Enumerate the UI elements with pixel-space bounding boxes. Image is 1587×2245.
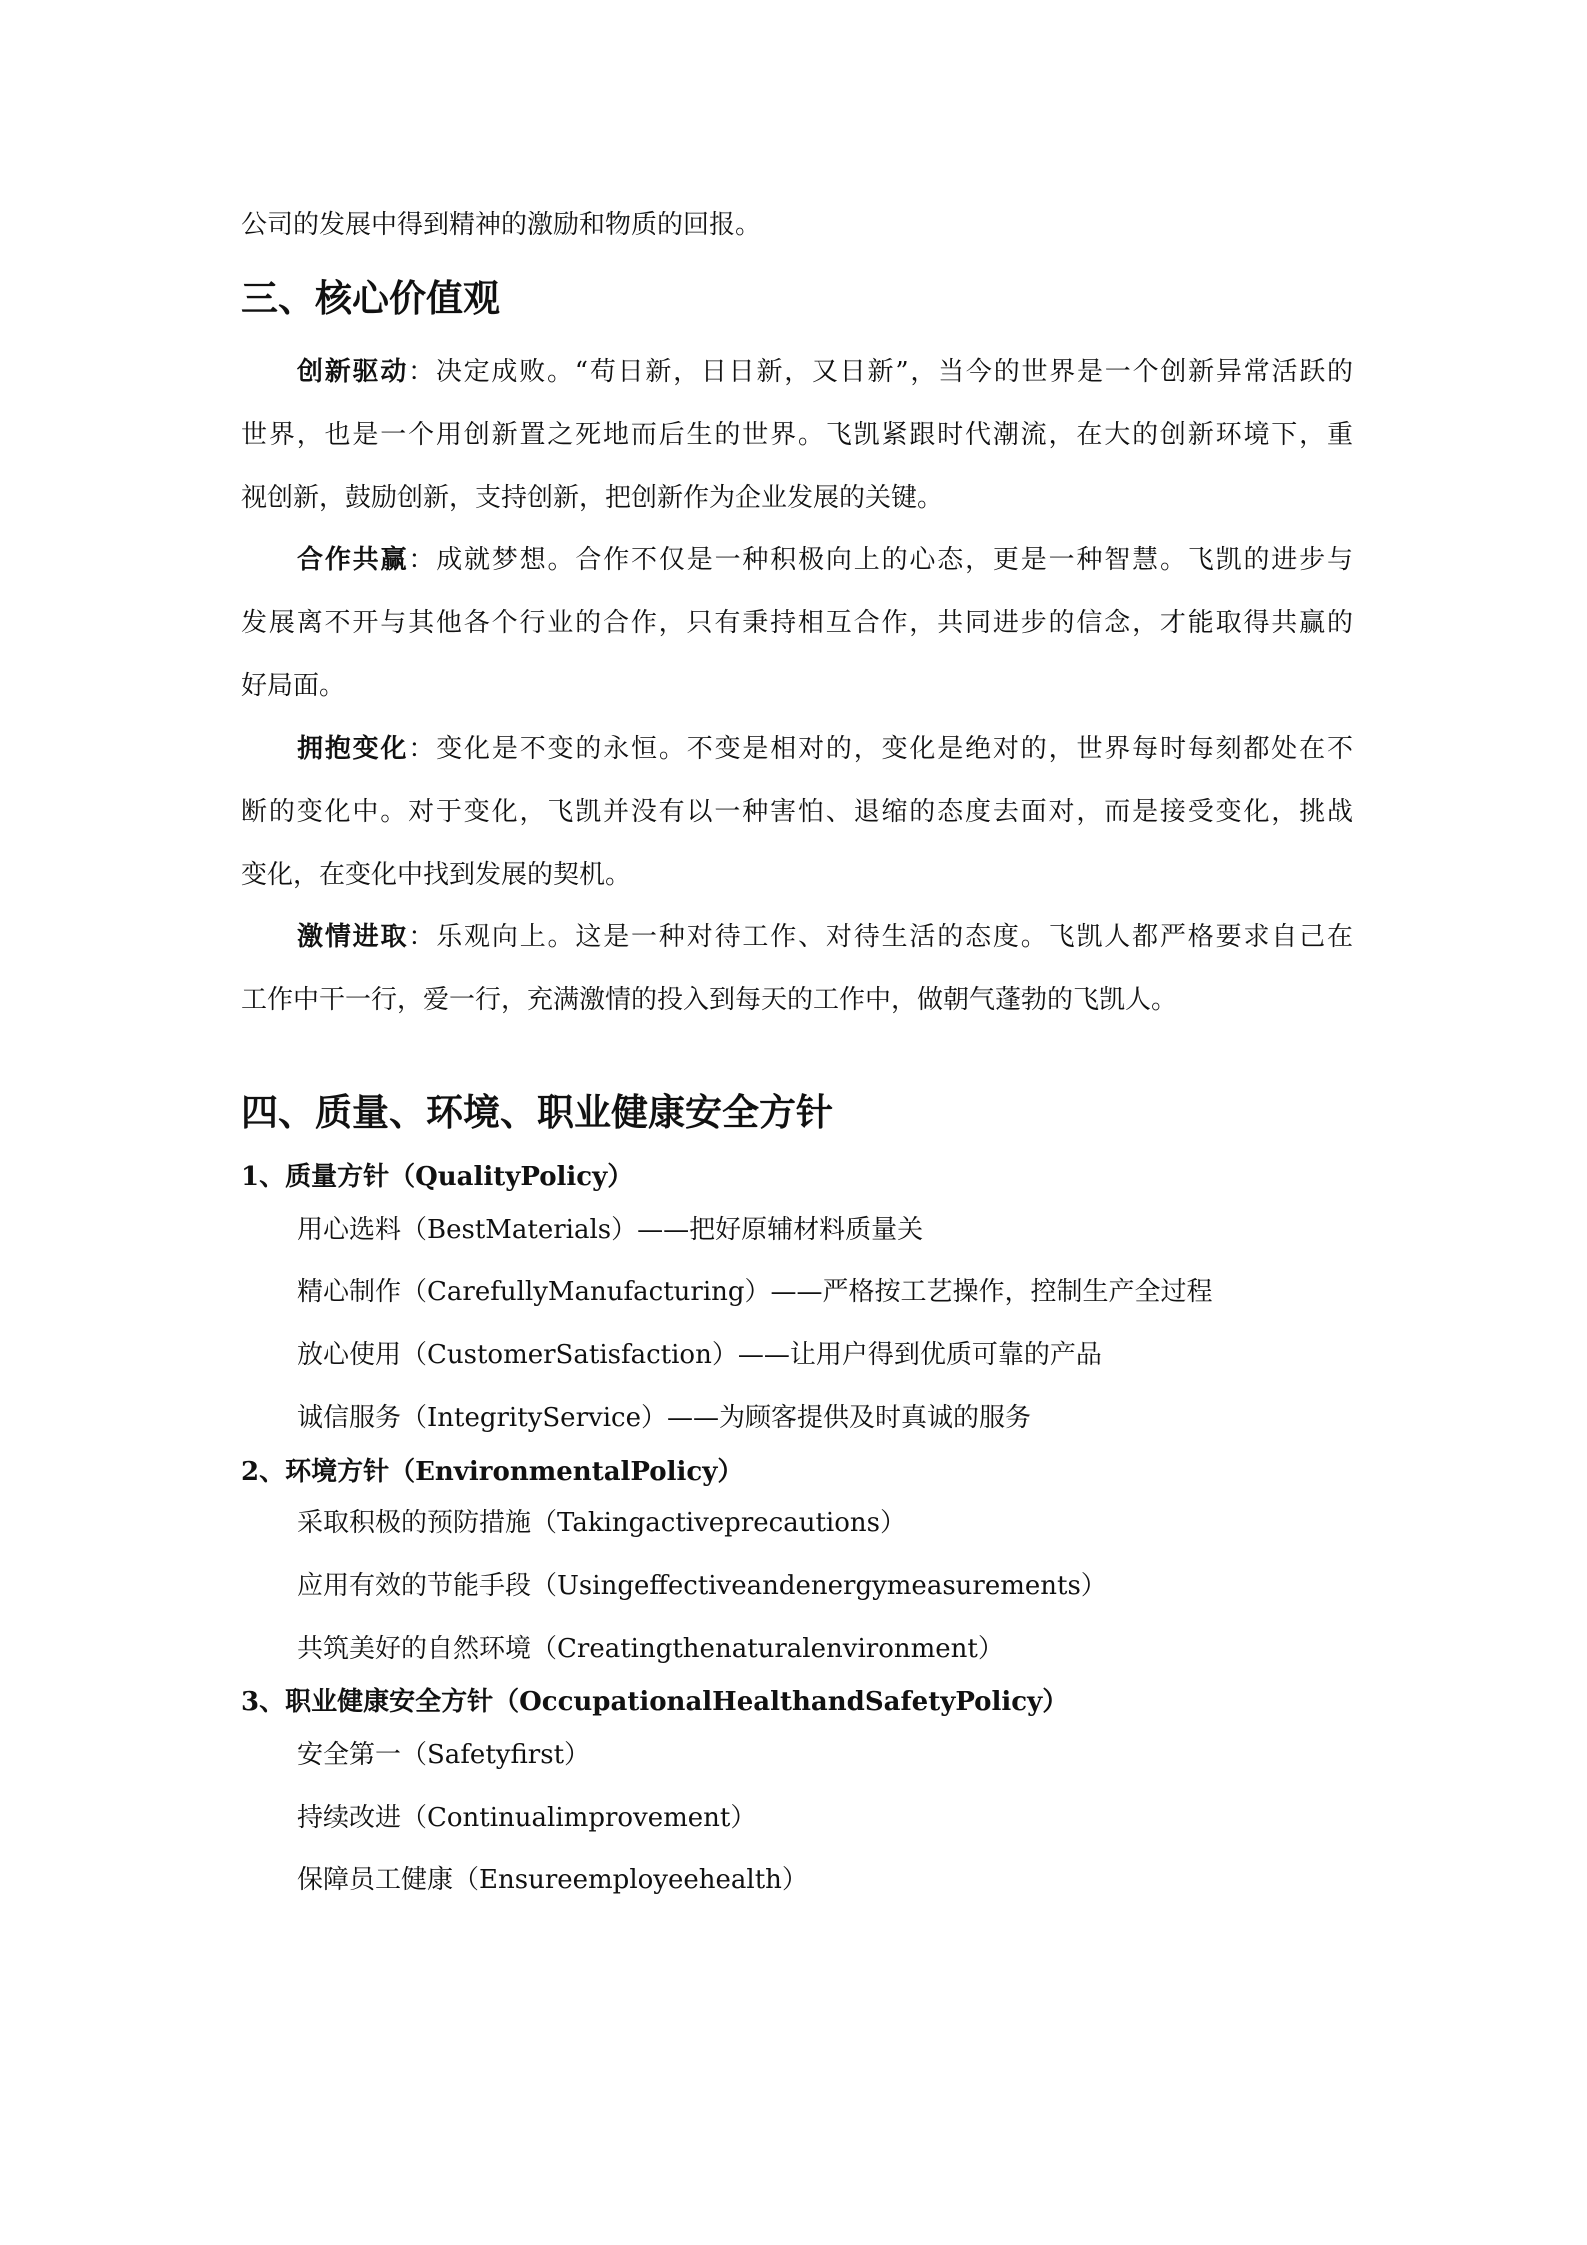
paragraph-change-line1 [297,729,1353,769]
paragraph-cooperation-line1 [297,540,1353,580]
environmental-policy-item: 采取积极的预防措施（Takingactiveprecautions） [297,1508,906,1538]
quality-policy-item: 放心使用（CustomerSatisfaction）——让用户得到优质可靠的产品 [297,1340,1102,1370]
paragraph-cooperation-line3: 好局面。 [241,671,346,701]
paragraph-text: ：乐观向上。这是一种对待工作、对待生活的态度。飞凯人都严格要求自己在 [408,922,1353,952]
paragraph-lead: 激情进取 [297,922,409,952]
paragraph-innovation-line2: 世界，也是一个用创新置之死地而后生的世界。飞凯紧跟时代潮流，在大的创新环境下，重 [241,420,1353,450]
intro-line: 公司的发展中得到精神的激励和物质的回报。 [241,210,762,240]
paragraph-innovation-line1 [297,352,1353,392]
paragraph-text: ：成就梦想。合作不仅是一种积极向上的心态，更是一种智慧。飞凯的进步与 [408,545,1353,575]
section-heading-core-values: 三、核心价值观 [241,276,500,320]
environmental-policy-item: 共筑美好的自然环境（Creatingthenaturalenvironment） [297,1634,1004,1664]
paragraph-lead: 拥抱变化 [297,734,409,764]
quality-policy-item: 诚信服务（IntegrityService）——为顾客提供及时真诚的服务 [297,1403,1031,1433]
safety-policy-item: 保障员工健康（Ensureemployeehealth） [297,1865,808,1895]
section-heading-policies: 四、质量、环境、职业健康安全方针 [241,1090,833,1134]
paragraph-text: ：决定成败。“苟日新，日日新，又日新”，当今的世界是一个创新异常活跃的 [408,357,1353,387]
quality-policy-title: 1、质量方针（QualityPolicy） [241,1162,634,1192]
environmental-policy-title: 2、环境方针（EnvironmentalPolicy） [241,1457,744,1487]
paragraph-change-line2: 断的变化中。对于变化，飞凯并没有以一种害怕、退缩的态度去面对，而是接受变化，挑战 [241,797,1353,827]
paragraph-innovation-line3: 视创新，鼓励创新，支持创新，把创新作为企业发展的关键。 [241,483,944,513]
quality-policy-item: 用心选料（BestMaterials）——把好原辅材料质量关 [297,1215,924,1245]
safety-policy-title: 3、职业健康安全方针（OccupationalHealthandSafetyPolicy） [241,1687,1069,1717]
paragraph-cooperation-line2: 发展离不开与其他各个行业的合作，只有秉持相互合作，共同进步的信念，才能取得共赢的 [241,608,1353,638]
safety-policy-item: 安全第一（Safetyfirst） [297,1740,591,1770]
paragraph-passion-line2: 工作中干一行，爱一行，充满激情的投入到每天的工作中，做朝气蓬勃的飞凯人。 [241,985,1178,1015]
quality-policy-item: 精心制作（CarefullyManufacturing）——严格按工艺操作，控制生产全过程 [297,1277,1213,1307]
paragraph-passion-line1 [297,917,1353,957]
paragraph-text: ：变化是不变的永恒。不变是相对的，变化是绝对的，世界每时每刻都处在不 [408,734,1353,764]
environmental-policy-item: 应用有效的节能手段（Usingeffectiveandenergymeasurements） [297,1571,1107,1601]
paragraph-change-line3: 变化，在变化中找到发展的契机。 [241,860,632,890]
paragraph-lead: 合作共赢 [297,545,409,575]
paragraph-lead: 创新驱动 [297,357,409,387]
safety-policy-item: 持续改进（Continualimprovement） [297,1803,757,1833]
